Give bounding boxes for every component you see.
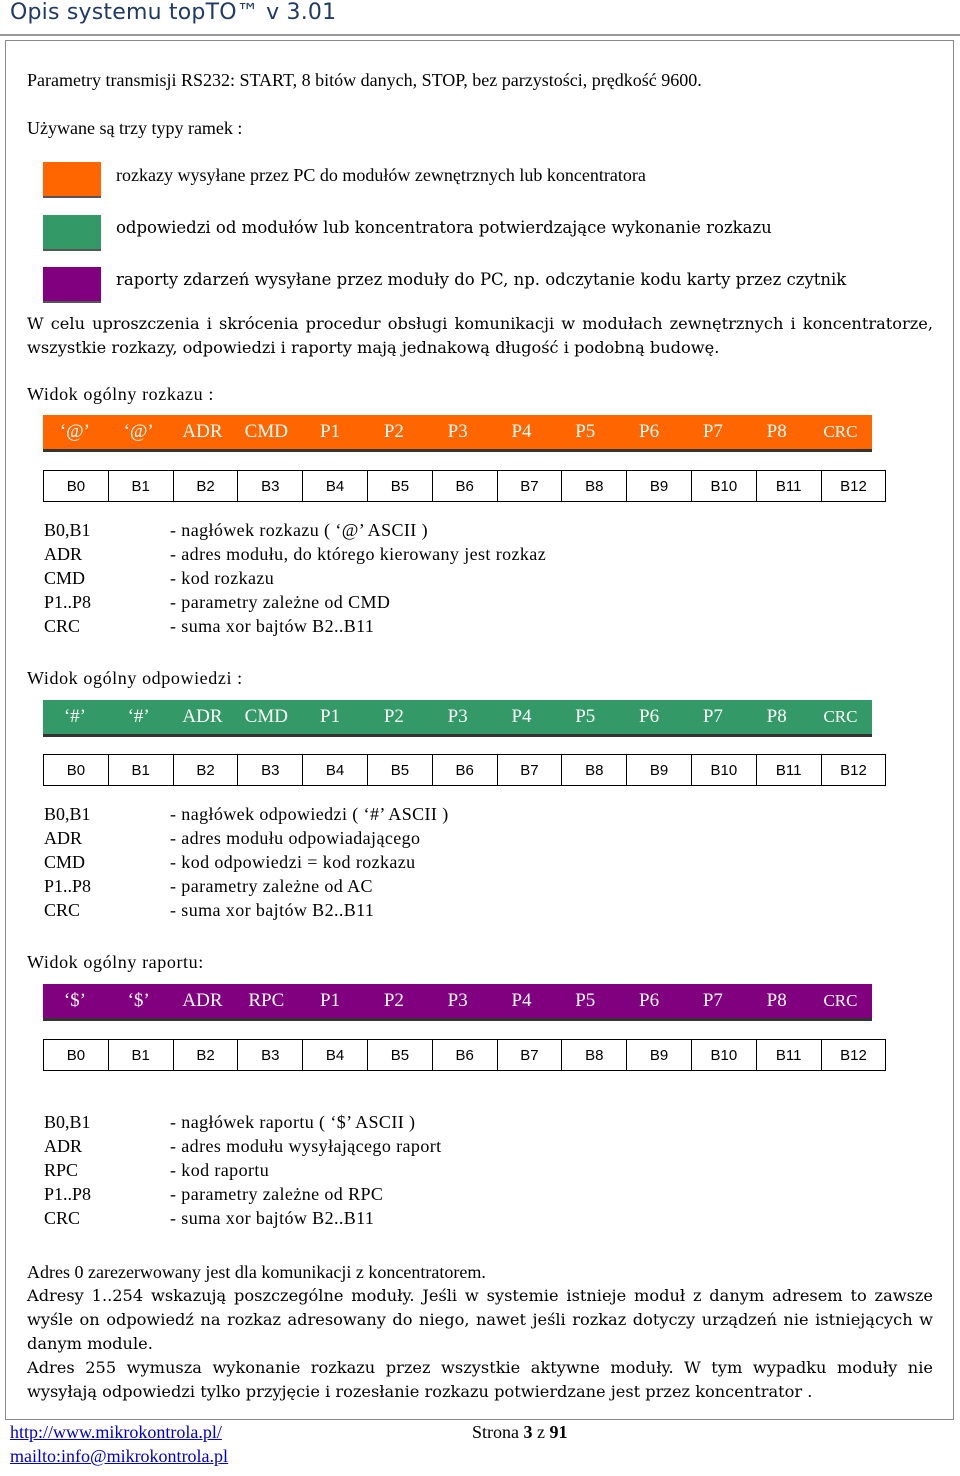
legend-swatch-command xyxy=(43,162,101,198)
desc-key: CRC xyxy=(44,900,81,920)
frame-byte-cell: B3 xyxy=(238,755,303,786)
desc-key: B0,B1 xyxy=(44,520,91,540)
frame-field-cell: P6 xyxy=(617,700,681,736)
frame-byte-cell: B6 xyxy=(432,471,497,502)
frame-field-cell: P6 xyxy=(617,415,681,451)
frame-byte-cell: B7 xyxy=(497,1040,562,1071)
frame-field-cell: P7 xyxy=(681,984,745,1020)
frame-byte-cell: B12 xyxy=(821,1040,886,1071)
frame-fields-report xyxy=(43,984,872,1021)
desc-key: P1..P8 xyxy=(44,876,92,896)
frame-byte-cell: B3 xyxy=(238,1040,303,1071)
desc-key: CMD xyxy=(44,568,86,588)
frame-field-cell: P2 xyxy=(362,700,426,736)
frame-byte-cell: B9 xyxy=(627,755,692,786)
frame-field-cell: P4 xyxy=(490,700,554,736)
frame-field-cell: P3 xyxy=(426,984,490,1020)
frame-byte-cell: B11 xyxy=(756,471,821,502)
frame-byte-cell: B6 xyxy=(432,755,497,786)
frame-field-cell: P2 xyxy=(362,415,426,451)
frame-byte-cell: B7 xyxy=(497,755,562,786)
legend-swatch-response xyxy=(43,215,101,251)
frame-byte-cell: B5 xyxy=(367,755,432,786)
frames-intro: Używane są trzy typy ramek : xyxy=(27,118,243,138)
frame-field-cell: ‘#’ xyxy=(43,700,107,736)
frame-byte-cell: B8 xyxy=(562,755,627,786)
frame-field-cell: P7 xyxy=(681,700,745,736)
desc-value: - adres modułu wysyłającego raport xyxy=(170,1136,442,1156)
frame-byte-cell: B11 xyxy=(756,755,821,786)
desc-value: - adres modułu, do którego kierowany jest rozkaz xyxy=(170,544,547,564)
frame-byte-cell: B1 xyxy=(108,1040,173,1071)
section-heading-report: Widok ogólny raportu: xyxy=(27,952,204,972)
frame-byte-cell: B10 xyxy=(691,1040,756,1071)
frame-field-cell: P1 xyxy=(298,415,362,451)
frame-byte-cell: B4 xyxy=(303,755,368,786)
frame-byte-cell: B0 xyxy=(44,1040,109,1071)
frame-field-cell: P2 xyxy=(362,984,426,1020)
frame-field-cell: CMD xyxy=(234,415,298,451)
page-header xyxy=(0,0,960,40)
frame-field-cell: P4 xyxy=(490,984,554,1020)
desc-value: - kod rozkazu xyxy=(170,568,275,588)
desc-value: - kod odpowiedzi = kod rozkazu xyxy=(170,852,416,872)
frame-byte-cell: B7 xyxy=(497,471,562,502)
frame-byte-cell: B8 xyxy=(562,471,627,502)
footer-url-text[interactable]: http://www.mikrokontrola.pl/ xyxy=(10,1422,222,1442)
desc-key: B0,B1 xyxy=(44,804,91,824)
footer-mail-text[interactable]: mailto:info@mikrokontrola.pl xyxy=(10,1446,229,1466)
page-label: Strona xyxy=(472,1422,519,1442)
note-address-0: Adres 0 zarezerwowany jest dla komunikacji z koncentratorem. xyxy=(27,1262,486,1282)
header-divider xyxy=(0,34,960,36)
page-of-label: z xyxy=(537,1422,545,1442)
desc-key: CRC xyxy=(44,616,81,636)
frame-byte-cell: B12 xyxy=(821,755,886,786)
desc-value: - nagłówek rozkazu ( ‘@’ ASCII ) xyxy=(170,520,428,540)
frame-field-cell: P3 xyxy=(426,700,490,736)
frame-field-cell: P8 xyxy=(745,984,809,1020)
desc-key: ADR xyxy=(44,828,83,848)
frame-byte-cell: B10 xyxy=(691,755,756,786)
legend-swatch-report xyxy=(43,267,101,303)
frame-field-cell: CRC xyxy=(809,984,873,1020)
frame-field-cell: ADR xyxy=(171,700,235,736)
frame-field-cell: P6 xyxy=(617,984,681,1020)
frame-field-cell: CRC xyxy=(809,700,873,736)
footer-url-link[interactable] xyxy=(10,1422,222,1443)
page-number xyxy=(472,1422,568,1443)
section-heading-command: Widok ogólny rozkazu : xyxy=(27,384,214,404)
desc-key: CMD xyxy=(44,852,86,872)
frame-byte-cell: B4 xyxy=(303,1040,368,1071)
desc-value: - suma xor bajtów B2..B11 xyxy=(170,616,375,636)
desc-value: - kod raportu xyxy=(170,1160,270,1180)
frame-field-cell: P8 xyxy=(745,700,809,736)
frame-byte-cell: B2 xyxy=(173,755,238,786)
desc-value: - nagłówek raportu ( ‘$’ ASCII ) xyxy=(170,1112,416,1132)
desc-value: - suma xor bajtów B2..B11 xyxy=(170,900,375,920)
frame-byte-cell: B8 xyxy=(562,1040,627,1071)
frame-fields-command xyxy=(43,415,872,452)
desc-key: ADR xyxy=(44,544,83,564)
desc-key: P1..P8 xyxy=(44,1184,92,1204)
frame-field-cell: P5 xyxy=(553,415,617,451)
desc-value: - parametry zależne od AC xyxy=(170,876,373,896)
frame-byte-cell: B0 xyxy=(44,471,109,502)
frame-field-cell: P8 xyxy=(745,415,809,451)
desc-value: - adres modułu odpowiadającego xyxy=(170,828,421,848)
frame-field-cell: P7 xyxy=(681,415,745,451)
frame-field-cell: ADR xyxy=(171,984,235,1020)
frame-field-cell: P4 xyxy=(490,415,554,451)
simplify-paragraph: W celu uproszczenia i skrócenia procedur obsługi komunikacji w modułach zewnętrznych i koncentratorze, wszystkie rozkazy, odpowiedzi i raporty mają jednakową długość i podobną budowę. xyxy=(27,314,933,357)
frame-field-cell: RPC xyxy=(234,984,298,1020)
frame-bytes-command xyxy=(43,470,886,502)
frame-byte-cell: B10 xyxy=(691,471,756,502)
frame-field-cell: ‘$’ xyxy=(43,984,107,1020)
note-address-255: Adres 255 wymusza wykonanie rozkazu przez wszystkie aktywne moduły. W tym wypadku moduły nie wysyłają odpowiedzi tylko przyjęcie i rozesłanie rozkazu potwierdzane jest przez koncentrator . xyxy=(27,1358,933,1401)
frame-byte-cell: B6 xyxy=(432,1040,497,1071)
desc-value: - parametry zależne od CMD xyxy=(170,592,391,612)
frame-field-cell: ‘@’ xyxy=(107,415,171,451)
frame-field-cell: P3 xyxy=(426,415,490,451)
frame-field-cell: ‘$’ xyxy=(107,984,171,1020)
frame-byte-cell: B5 xyxy=(367,1040,432,1071)
frame-byte-cell: B9 xyxy=(627,471,692,502)
frame-field-cell: ADR xyxy=(171,415,235,451)
desc-key: RPC xyxy=(44,1160,79,1180)
desc-key: ADR xyxy=(44,1136,83,1156)
section-heading-response: Widok ogólny odpowiedzi : xyxy=(27,668,243,688)
frame-byte-cell: B0 xyxy=(44,755,109,786)
desc-key: B0,B1 xyxy=(44,1112,91,1132)
note-address-1-254: Adresy 1..254 wskazują poszczególne moduły. Jeśli w systemie istnieje moduł z danym adresem to zawsze wyśle on odpowiedź na rozkaz adresowany do niego, nawet jeśli rozkaz dotyczy urządzeń nie istniejących w danym module. xyxy=(27,1286,933,1353)
legend-text-report: raporty zdarzeń wysyłane przez moduły do PC, np. odczytanie kodu karty przez czytnik xyxy=(116,270,847,289)
frame-field-cell: ‘@’ xyxy=(43,415,107,451)
rs232-params: Parametry transmisji RS232: START, 8 bitów danych, STOP, bez parzystości, prędkość 9600. xyxy=(27,70,702,90)
frame-byte-cell: B1 xyxy=(108,471,173,502)
desc-key: P1..P8 xyxy=(44,592,92,612)
frame-byte-cell: B9 xyxy=(627,1040,692,1071)
frame-bytes-report xyxy=(43,1039,886,1071)
frame-bytes-response xyxy=(43,754,886,786)
desc-value: - parametry zależne od RPC xyxy=(170,1184,384,1204)
frame-fields-response xyxy=(43,700,872,737)
frame-field-cell: P5 xyxy=(553,984,617,1020)
desc-key: CRC xyxy=(44,1208,81,1228)
notes-block xyxy=(27,1260,933,1404)
frame-byte-cell: B4 xyxy=(303,471,368,502)
frame-field-cell: CRC xyxy=(809,415,873,451)
desc-value: - nagłówek odpowiedzi ( ‘#’ ASCII ) xyxy=(170,804,449,824)
desc-value: - suma xor bajtów B2..B11 xyxy=(170,1208,375,1228)
frame-byte-cell: B5 xyxy=(367,471,432,502)
frame-field-cell: P5 xyxy=(553,700,617,736)
frame-field-cell: ‘#’ xyxy=(107,700,171,736)
page-current: 3 xyxy=(523,1422,533,1442)
frame-byte-cell: B2 xyxy=(173,471,238,502)
frame-field-cell: CMD xyxy=(234,700,298,736)
frame-byte-cell: B11 xyxy=(756,1040,821,1071)
frame-byte-cell: B1 xyxy=(108,755,173,786)
frame-field-cell: P1 xyxy=(298,700,362,736)
frame-byte-cell: B3 xyxy=(238,471,303,502)
page-total: 91 xyxy=(549,1422,568,1442)
frame-byte-cell: B12 xyxy=(821,471,886,502)
frame-byte-cell: B2 xyxy=(173,1040,238,1071)
footer-mail-link[interactable] xyxy=(10,1446,228,1467)
legend-text-response: odpowiedzi od modułów lub koncentratora potwierdzające wykonanie rozkazu xyxy=(116,218,772,237)
document-title: Opis systemu topTO™ v 3.01 xyxy=(10,0,337,25)
frame-field-cell: P1 xyxy=(298,984,362,1020)
legend-text-command: rozkazy wysyłane przez PC do modułów zewnętrznych lub koncentratora xyxy=(116,165,646,185)
